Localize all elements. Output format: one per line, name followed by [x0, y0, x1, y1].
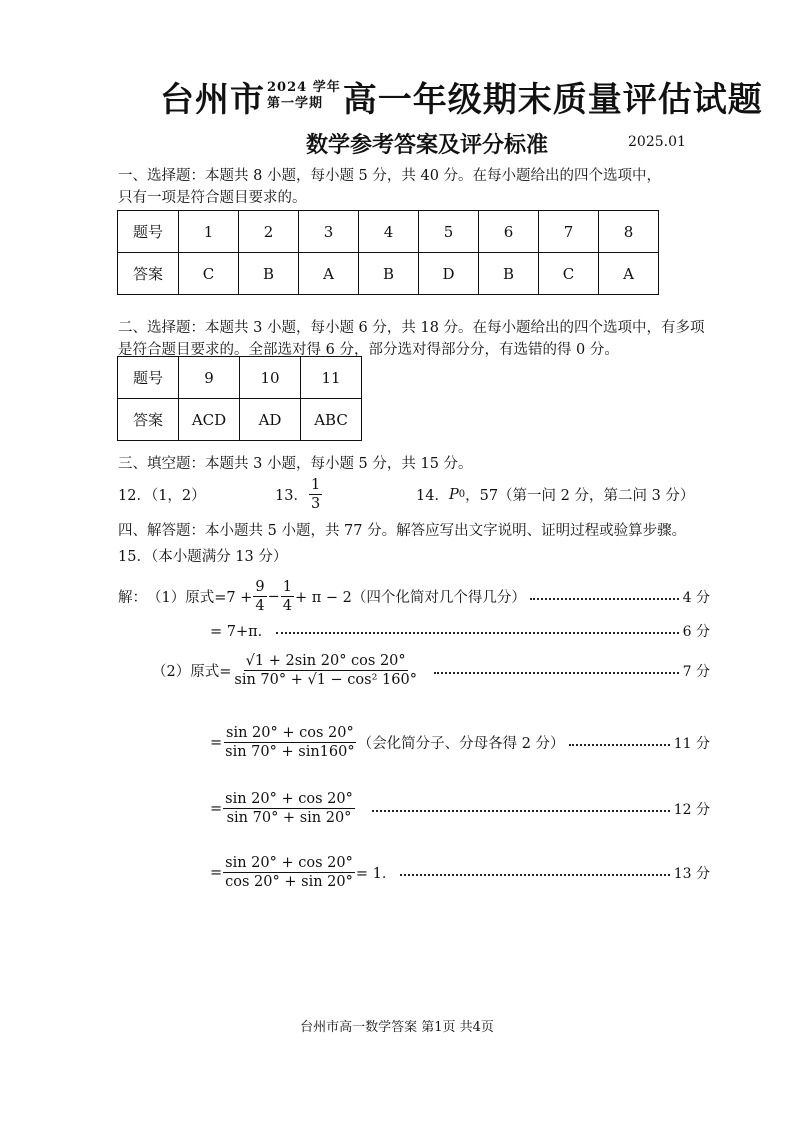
- table-cell: 8: [599, 211, 659, 253]
- page-footer: 台州市高一数学答案 第1页 共4页: [300, 1020, 494, 1035]
- q15-part1-result: = 7+π． 6 分: [210, 620, 710, 641]
- answer-q12: 12．（1，2）: [118, 488, 206, 504]
- leader-dots: [569, 744, 670, 746]
- page-title: [160, 72, 763, 121]
- q15-step4: = $\frac{\sin 20^\circ + \cos 20^\circ}{\cos 20^\circ + \sin 20^\circ}$ = 1． 13 分: [210, 855, 710, 890]
- fraction: $\frac{1}{3}$: [310, 477, 321, 512]
- table-cell: 3: [299, 211, 359, 253]
- table-cell: 题号: [118, 211, 179, 253]
- table-cell: AD: [240, 399, 301, 441]
- table-cell: B: [359, 253, 419, 295]
- section1-answer-table: [117, 210, 659, 295]
- q15-step2: = $\frac{\sin 20^\circ + \cos 20^\circ}{\sin 70^\circ + \sin 160^\circ}$ （会化简分子、分母各得 2 分） 11 分: [210, 725, 710, 760]
- leader-dots: [372, 810, 670, 812]
- fraction: $\frac{\sin 20^\circ + \cos 20^\circ}{\sin 70^\circ + \sin 160^\circ}$: [225, 725, 355, 760]
- table-row: [118, 253, 659, 295]
- leader-dots: [400, 874, 669, 876]
- page-subtitle: 数学参考答案及评分标准: [306, 132, 549, 158]
- table-cell: 答案: [118, 399, 179, 441]
- title-text: 高一年级期末质量评估试题: [342, 80, 763, 120]
- q15-step3: = $\frac{\sin 20^\circ + \cos 20^\circ}{\sin 70^\circ + \sin 20^\circ}$ 12 分: [210, 791, 710, 826]
- fraction: $\frac{1}{4}$: [282, 579, 292, 614]
- table-row: [118, 399, 362, 441]
- score-label: 4 分: [682, 589, 710, 606]
- section1-intro: 一、选择题：本题共 8 小题，每小题 5 分，共 40 分。在每小题给出的四个选项中， 只有一项是符合题目要求的。: [118, 168, 662, 206]
- table-cell: A: [299, 253, 359, 295]
- table-cell: C: [539, 253, 599, 295]
- answer-q13: 13． $\frac{1}{3}$: [275, 477, 321, 512]
- table-row: [118, 211, 659, 253]
- table-cell: 4: [359, 211, 419, 253]
- score-label: 12 分: [673, 801, 710, 818]
- leader-dots: [434, 672, 679, 674]
- section4-intro: 四、解答题：本小题共 5 小题，共 77 分。解答应写出文字说明、证明过程或验算步骤。: [118, 523, 687, 539]
- section3-intro: 三、填空题：本题共 3 小题，每小题 5 分，共 15 分。: [118, 456, 473, 472]
- table-cell: 9: [179, 357, 240, 399]
- table-cell: 10: [240, 357, 301, 399]
- table-cell: ABC: [301, 399, 362, 441]
- table-cell: 6: [479, 211, 539, 253]
- fraction: $\frac{\sin 20^\circ + \cos 20^\circ}{\cos 20^\circ + \sin 20^\circ}$: [225, 855, 353, 890]
- q15-part1-line: 解： （1）原式=7 + $\frac{9}{4}$ − $\frac{1}{4}$ + π − 2（四个化简对几个得几分） 4 分: [118, 579, 710, 614]
- section2-answer-table: [117, 356, 362, 441]
- fraction: $\frac{\sin 20^\circ + \cos 20^\circ}{\sin 70^\circ + \sin 20^\circ}$: [225, 791, 353, 826]
- table-cell: 11: [301, 357, 362, 399]
- table-cell: A: [599, 253, 659, 295]
- score-label: 11 分: [673, 735, 710, 752]
- table-cell: ACD: [179, 399, 240, 441]
- table-cell: D: [419, 253, 479, 295]
- score-label: 13 分: [673, 865, 710, 882]
- q15-title: 15．（本小题满分 13 分）: [118, 549, 288, 565]
- leader-dots: [276, 632, 678, 634]
- table-cell: B: [239, 253, 299, 295]
- score-label: 7 分: [682, 663, 710, 680]
- table-cell: 答案: [118, 253, 179, 295]
- table-cell: 2: [239, 211, 299, 253]
- title-year-stack: 2024 学年 第一学期: [267, 80, 341, 111]
- score-label: 6 分: [682, 623, 710, 640]
- answer-q14: 14． P 0 ，57（第一问 2 分，第二问 3 分）: [416, 486, 695, 504]
- table-row: [118, 357, 362, 399]
- solution-label: 解：: [118, 590, 147, 606]
- leader-dots: [530, 598, 679, 600]
- fraction: $\frac{9}{4}$: [255, 579, 265, 614]
- table-cell: 1: [179, 211, 239, 253]
- title-city: 台州市: [160, 80, 265, 120]
- table-cell: 5: [419, 211, 479, 253]
- table-cell: 题号: [118, 357, 179, 399]
- table-cell: 7: [539, 211, 599, 253]
- section2-intro: 二、选择题：本题共 3 小题，每小题 6 分，共 18 分。在每小题给出的四个选项中，有多项 是符合题目要求的。全部选对得 6 分，部分选对得部分分，有选错的得 0 分。: [118, 320, 705, 358]
- table-cell: B: [479, 253, 539, 295]
- q15-part2-line: （2）原式= $\frac{√1 + 2\sin 20^\circ \cos 20^\circ}{\text{sin 70° + √1 − cos² 160°}}$ 7 分: [152, 653, 710, 688]
- table-cell: C: [179, 253, 239, 295]
- document-date: 2025.01: [628, 134, 686, 150]
- fraction: $\frac{√1 + 2\sin 20^\circ \cos 20^\circ}{\text{sin 70° + √1 − cos² 160°}}$: [234, 653, 417, 688]
